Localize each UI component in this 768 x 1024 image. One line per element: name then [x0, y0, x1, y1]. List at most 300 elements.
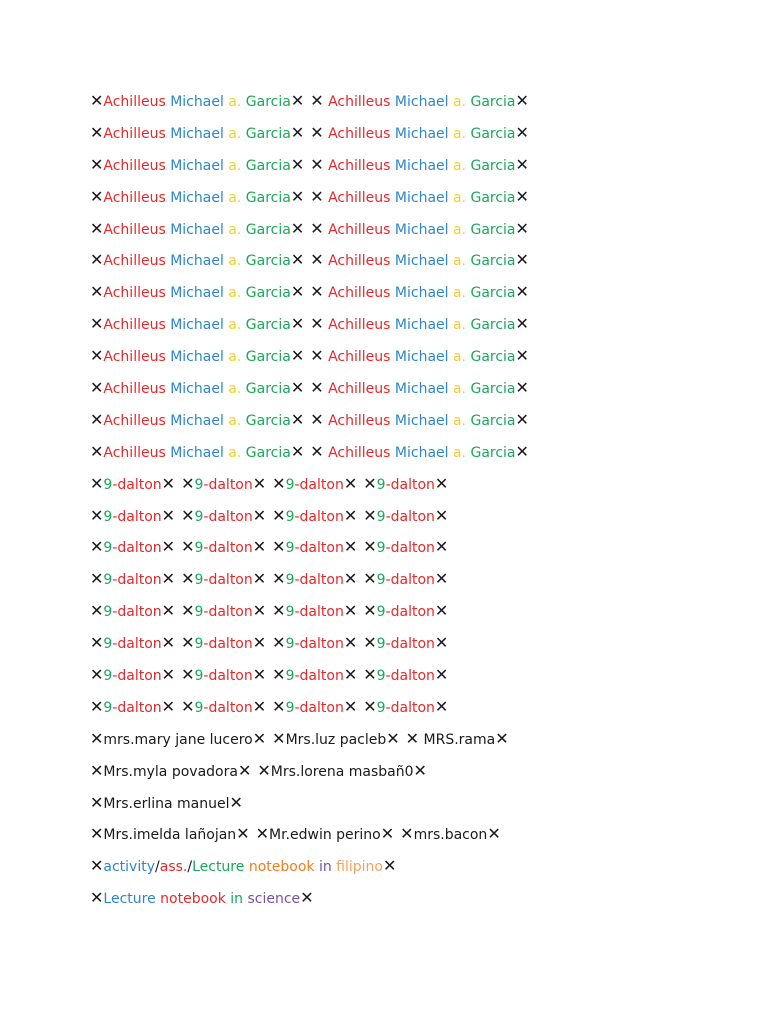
cross-mark-icon: ✕: [363, 505, 377, 525]
text-token: -dalton: [203, 540, 253, 557]
text-token: Garcia: [466, 253, 516, 270]
text-group: [405, 728, 509, 748]
text-token: 9: [285, 668, 295, 685]
cross-mark-icon: ✕: [90, 154, 104, 174]
cross-mark-icon: ✕: [90, 409, 104, 429]
cross-mark-icon: ✕: [90, 473, 104, 493]
text-token: 9: [103, 572, 113, 589]
text-token: 9: [285, 540, 295, 557]
text-token: MRS.rama: [419, 731, 496, 748]
text-line: [90, 88, 529, 120]
text-token: -dalton: [385, 604, 435, 621]
text-group: [90, 441, 305, 461]
text-group: [257, 760, 427, 780]
cross-mark-icon: ✕: [310, 250, 324, 270]
text-line: [90, 566, 529, 598]
cross-mark-icon: ✕: [272, 728, 286, 748]
cross-mark-icon: ✕: [181, 569, 195, 589]
text-group: [181, 473, 267, 493]
text-token: Garcia: [466, 157, 516, 174]
cross-mark-icon: ✕: [434, 665, 449, 685]
cross-mark-icon: ✕: [310, 282, 324, 302]
text-group: [90, 473, 176, 493]
text-group: [255, 824, 395, 844]
text-token: -dalton: [294, 668, 344, 685]
text-token: Mr.edwin perino: [269, 827, 381, 844]
cross-mark-icon: ✕: [515, 218, 529, 238]
text-token: Garcia: [466, 349, 516, 366]
text-group: [90, 505, 176, 525]
text-token: -dalton: [294, 699, 344, 716]
cross-mark-icon: ✕: [90, 122, 104, 142]
text-token: 9: [376, 572, 386, 589]
text-token: science: [243, 891, 301, 908]
text-token: Michael: [165, 94, 224, 110]
cross-mark-icon: ✕: [90, 91, 104, 110]
text-group: [310, 378, 529, 398]
cross-mark-icon: ✕: [487, 824, 501, 844]
cross-mark-icon: ✕: [257, 760, 271, 780]
text-token: 9: [194, 636, 204, 653]
text-group: [272, 696, 358, 716]
cross-mark-icon: ✕: [161, 473, 176, 493]
text-line: [90, 279, 529, 311]
text-token: Michael: [165, 317, 224, 334]
text-token: 9: [376, 668, 386, 685]
text-token: Achilleus: [103, 221, 166, 238]
cross-mark-icon: ✕: [252, 665, 267, 685]
text-token: 9: [376, 540, 386, 557]
cross-mark-icon: ✕: [252, 537, 267, 557]
cross-mark-icon: ✕: [290, 441, 305, 461]
text-token: -dalton: [385, 572, 435, 589]
text-group: [90, 378, 305, 398]
text-token: Garcia: [241, 189, 291, 206]
text-line: [90, 662, 529, 694]
text-token: Garcia: [241, 317, 291, 334]
text-group: [90, 601, 176, 621]
text-token: Lecture: [103, 891, 156, 908]
text-token: 9: [103, 668, 113, 685]
cross-mark-icon: ✕: [90, 250, 104, 270]
text-line: [90, 598, 529, 630]
text-group: [310, 314, 529, 334]
cross-mark-icon: ✕: [252, 728, 267, 748]
text-token: a.: [448, 157, 467, 174]
cross-mark-icon: ✕: [515, 409, 529, 429]
cross-mark-icon: ✕: [363, 473, 377, 493]
cross-mark-icon: ✕: [90, 537, 104, 557]
text-group: [310, 186, 529, 206]
text-token: Michael: [165, 157, 224, 174]
cross-mark-icon: ✕: [90, 760, 104, 780]
text-token: 9: [376, 699, 386, 716]
cross-mark-icon: ✕: [515, 186, 529, 206]
text-token: Garcia: [466, 412, 516, 429]
text-token: Michael: [165, 125, 224, 142]
text-token: a.: [223, 221, 242, 238]
cross-mark-icon: ✕: [272, 696, 286, 716]
text-line: [90, 503, 529, 535]
cross-mark-icon: ✕: [161, 569, 176, 589]
cross-mark-icon: ✕: [90, 856, 104, 876]
text-token: Michael: [165, 221, 224, 238]
text-group: [90, 665, 176, 685]
cross-mark-icon: ✕: [90, 314, 104, 334]
text-token: Achilleus: [103, 94, 166, 110]
cross-mark-icon: ✕: [343, 665, 358, 685]
text-line: [90, 534, 529, 566]
text-token: Achilleus: [103, 157, 166, 174]
text-token: Michael: [390, 94, 449, 110]
text-token: 9: [103, 604, 113, 621]
text-token: Mrs.erlina manuel: [103, 795, 230, 812]
text-token: 9: [194, 572, 204, 589]
cross-mark-icon: ✕: [252, 505, 267, 525]
text-group: [181, 696, 267, 716]
text-token: Michael: [165, 189, 224, 206]
text-token: -dalton: [294, 572, 344, 589]
text-token: Michael: [390, 444, 449, 461]
cross-mark-icon: ✕: [400, 824, 414, 844]
cross-mark-icon: ✕: [310, 154, 324, 174]
text-group: [272, 473, 358, 493]
text-token: 9: [194, 699, 204, 716]
text-token: Achilleus: [103, 317, 166, 334]
text-token: notebook: [244, 859, 315, 876]
text-group: [90, 633, 176, 653]
cross-mark-icon: ✕: [515, 441, 529, 461]
cross-mark-icon: ✕: [434, 696, 449, 716]
cross-mark-icon: ✕: [290, 409, 305, 429]
cross-mark-icon: ✕: [434, 569, 449, 589]
cross-mark-icon: ✕: [515, 154, 529, 174]
text-token: Michael: [165, 349, 224, 366]
text-token: 9: [103, 540, 113, 557]
cross-mark-icon: ✕: [495, 728, 509, 748]
text-token: in: [225, 891, 244, 908]
cross-mark-icon: ✕: [181, 601, 195, 621]
cross-mark-icon: ✕: [310, 218, 324, 238]
text-token: ass.: [159, 859, 188, 876]
text-group: [90, 314, 305, 334]
text-token: Michael: [390, 157, 449, 174]
text-token: /: [155, 859, 160, 876]
text-line: [90, 471, 529, 503]
text-token: -dalton: [294, 508, 344, 525]
text-token: 9: [194, 508, 204, 525]
cross-mark-icon: ✕: [181, 505, 195, 525]
text-token: Garcia: [466, 444, 516, 461]
cross-mark-icon: ✕: [161, 665, 176, 685]
text-token: a.: [223, 94, 242, 110]
text-group: [90, 409, 305, 429]
cross-mark-icon: ✕: [161, 505, 176, 525]
text-token: -dalton: [203, 508, 253, 525]
cross-mark-icon: ✕: [272, 665, 286, 685]
text-group: [400, 824, 501, 844]
text-token: a.: [448, 412, 467, 429]
cross-mark-icon: ✕: [515, 282, 529, 302]
text-group: [90, 282, 305, 302]
text-line: [90, 247, 529, 279]
text-token: Garcia: [466, 381, 516, 398]
text-token: Michael: [390, 381, 449, 398]
text-token: /: [187, 859, 193, 876]
text-line: [90, 790, 529, 822]
text-group: [310, 409, 529, 429]
document-body: [90, 88, 529, 917]
text-token: 9: [285, 476, 295, 493]
cross-mark-icon: ✕: [290, 122, 305, 142]
text-token: a.: [448, 444, 467, 461]
text-group: [272, 601, 358, 621]
cross-mark-icon: ✕: [229, 792, 243, 812]
text-line: [90, 439, 529, 471]
cross-mark-icon: ✕: [382, 856, 397, 876]
cross-mark-icon: ✕: [363, 665, 377, 685]
text-token: -dalton: [112, 699, 162, 716]
cross-mark-icon: ✕: [380, 824, 395, 844]
cross-mark-icon: ✕: [161, 633, 176, 653]
cross-mark-icon: ✕: [90, 441, 104, 461]
text-token: 9: [194, 476, 204, 493]
text-token: 9: [376, 604, 386, 621]
text-token: -dalton: [294, 476, 344, 493]
text-token: a.: [223, 317, 242, 334]
cross-mark-icon: ✕: [90, 186, 104, 206]
cross-mark-icon: ✕: [90, 696, 104, 716]
cross-mark-icon: ✕: [405, 728, 420, 748]
text-token: Garcia: [466, 189, 516, 206]
text-token: Michael: [390, 189, 449, 206]
text-token: Michael: [165, 444, 224, 461]
text-token: Achilleus: [103, 253, 166, 270]
cross-mark-icon: ✕: [255, 824, 269, 844]
text-group: [181, 505, 267, 525]
text-token: a.: [448, 285, 467, 302]
text-line: [90, 821, 529, 853]
text-token: Michael: [165, 253, 224, 270]
text-token: Achilleus: [323, 317, 391, 334]
cross-mark-icon: ✕: [181, 696, 195, 716]
text-token: -dalton: [385, 699, 435, 716]
text-token: 9: [376, 636, 386, 653]
text-group: [90, 728, 267, 748]
text-token: Michael: [165, 412, 224, 429]
cross-mark-icon: ✕: [434, 473, 449, 493]
text-group: [363, 569, 449, 589]
text-group: [90, 91, 305, 110]
cross-mark-icon: ✕: [515, 378, 529, 398]
cross-mark-icon: ✕: [272, 537, 286, 557]
cross-mark-icon: ✕: [90, 505, 104, 525]
text-group: [272, 728, 400, 748]
text-token: Michael: [165, 381, 224, 398]
text-group: [363, 473, 449, 493]
text-token: Achilleus: [103, 381, 166, 398]
text-token: -dalton: [112, 572, 162, 589]
text-token: 9: [103, 636, 113, 653]
text-token: -dalton: [203, 699, 253, 716]
text-group: [310, 282, 529, 302]
text-token: Michael: [390, 285, 449, 302]
text-line: [90, 853, 529, 885]
text-token: a.: [448, 349, 467, 366]
text-group: [90, 760, 252, 780]
text-token: a.: [223, 189, 242, 206]
text-token: 9: [194, 668, 204, 685]
text-group: [310, 122, 529, 142]
text-token: Garcia: [241, 221, 291, 238]
text-token: -dalton: [203, 636, 253, 653]
cross-mark-icon: ✕: [90, 378, 104, 398]
text-group: [181, 537, 267, 557]
text-token: a.: [223, 125, 242, 142]
cross-mark-icon: ✕: [290, 378, 305, 398]
cross-mark-icon: ✕: [161, 696, 176, 716]
text-token: Mrs.imelda lañojan: [103, 827, 237, 844]
cross-mark-icon: ✕: [252, 696, 267, 716]
cross-mark-icon: ✕: [310, 122, 324, 142]
text-token: Garcia: [241, 349, 291, 366]
cross-mark-icon: ✕: [161, 537, 176, 557]
text-token: Garcia: [466, 285, 516, 302]
cross-mark-icon: ✕: [310, 409, 324, 429]
text-group: [363, 537, 449, 557]
text-token: Garcia: [466, 94, 516, 110]
text-group: [181, 633, 267, 653]
cross-mark-icon: ✕: [343, 569, 358, 589]
text-token: Achilleus: [323, 253, 391, 270]
text-token: -dalton: [203, 572, 253, 589]
text-token: a.: [448, 253, 467, 270]
cross-mark-icon: ✕: [363, 569, 377, 589]
cross-mark-icon: ✕: [363, 696, 377, 716]
text-line: [90, 343, 529, 375]
cross-mark-icon: ✕: [434, 633, 449, 653]
text-token: 9: [285, 604, 295, 621]
text-line: [90, 311, 529, 343]
cross-mark-icon: ✕: [236, 824, 250, 844]
text-token: activity: [103, 859, 156, 876]
text-token: mrs.bacon: [413, 827, 488, 844]
text-group: [310, 91, 529, 110]
text-group: [363, 505, 449, 525]
text-token: Garcia: [241, 444, 291, 461]
cross-mark-icon: ✕: [237, 760, 252, 780]
text-token: -dalton: [385, 508, 435, 525]
cross-mark-icon: ✕: [252, 633, 267, 653]
text-token: 9: [285, 699, 295, 716]
text-token: Achilleus: [323, 285, 391, 302]
cross-mark-icon: ✕: [310, 346, 324, 366]
text-token: Achilleus: [323, 221, 391, 238]
text-token: Lecture: [192, 859, 245, 876]
cross-mark-icon: ✕: [363, 537, 377, 557]
text-token: Achilleus: [323, 94, 391, 110]
cross-mark-icon: ✕: [161, 601, 176, 621]
cross-mark-icon: ✕: [343, 601, 358, 621]
text-token: 9: [103, 699, 113, 716]
text-token: notebook: [155, 891, 226, 908]
text-token: -dalton: [112, 668, 162, 685]
cross-mark-icon: ✕: [90, 728, 104, 748]
text-token: Michael: [390, 253, 449, 270]
text-group: [90, 186, 305, 206]
cross-mark-icon: ✕: [290, 346, 305, 366]
text-token: -dalton: [385, 636, 435, 653]
text-token: Achilleus: [103, 412, 166, 429]
text-line: [90, 630, 529, 662]
text-group: [310, 250, 529, 270]
cross-mark-icon: ✕: [90, 888, 104, 908]
text-token: -dalton: [294, 604, 344, 621]
cross-mark-icon: ✕: [434, 601, 449, 621]
cross-mark-icon: ✕: [363, 633, 377, 653]
text-token: 9: [194, 540, 204, 557]
cross-mark-icon: ✕: [310, 314, 324, 334]
text-token: Mrs.luz pacleb: [285, 731, 387, 748]
cross-mark-icon: ✕: [90, 282, 104, 302]
cross-mark-icon: ✕: [310, 378, 324, 398]
text-group: [90, 250, 305, 270]
text-token: Achilleus: [323, 125, 391, 142]
text-token: a.: [223, 444, 242, 461]
text-token: a.: [448, 125, 467, 142]
text-group: [272, 569, 358, 589]
text-group: [90, 696, 176, 716]
cross-mark-icon: ✕: [90, 665, 104, 685]
text-token: Achilleus: [323, 189, 391, 206]
cross-mark-icon: ✕: [90, 569, 104, 589]
text-token: Garcia: [241, 94, 291, 110]
text-token: -dalton: [112, 476, 162, 493]
cross-mark-icon: ✕: [434, 505, 449, 525]
text-token: Michael: [390, 349, 449, 366]
text-token: a.: [223, 253, 242, 270]
text-token: Michael: [390, 221, 449, 238]
text-token: 9: [376, 508, 386, 525]
text-token: a.: [448, 317, 467, 334]
text-token: a.: [448, 189, 467, 206]
text-token: 9: [376, 476, 386, 493]
text-token: in: [314, 859, 332, 876]
text-token: -dalton: [203, 604, 253, 621]
cross-mark-icon: ✕: [515, 314, 529, 334]
cross-mark-icon: ✕: [90, 792, 104, 812]
text-token: 9: [103, 508, 113, 525]
cross-mark-icon: ✕: [386, 728, 400, 748]
cross-mark-icon: ✕: [310, 441, 324, 461]
text-token: -dalton: [385, 668, 435, 685]
text-line: [90, 407, 529, 439]
text-token: a.: [448, 221, 467, 238]
text-token: 9: [103, 476, 113, 493]
cross-mark-icon: ✕: [181, 537, 195, 557]
text-line: [90, 120, 529, 152]
text-group: [181, 601, 267, 621]
cross-mark-icon: ✕: [363, 601, 377, 621]
cross-mark-icon: ✕: [290, 186, 305, 206]
text-group: [90, 569, 176, 589]
cross-mark-icon: ✕: [310, 91, 324, 110]
text-token: Achilleus: [103, 189, 166, 206]
text-group: [363, 601, 449, 621]
text-token: -dalton: [294, 540, 344, 557]
text-group: [363, 665, 449, 685]
cross-mark-icon: ✕: [181, 473, 195, 493]
